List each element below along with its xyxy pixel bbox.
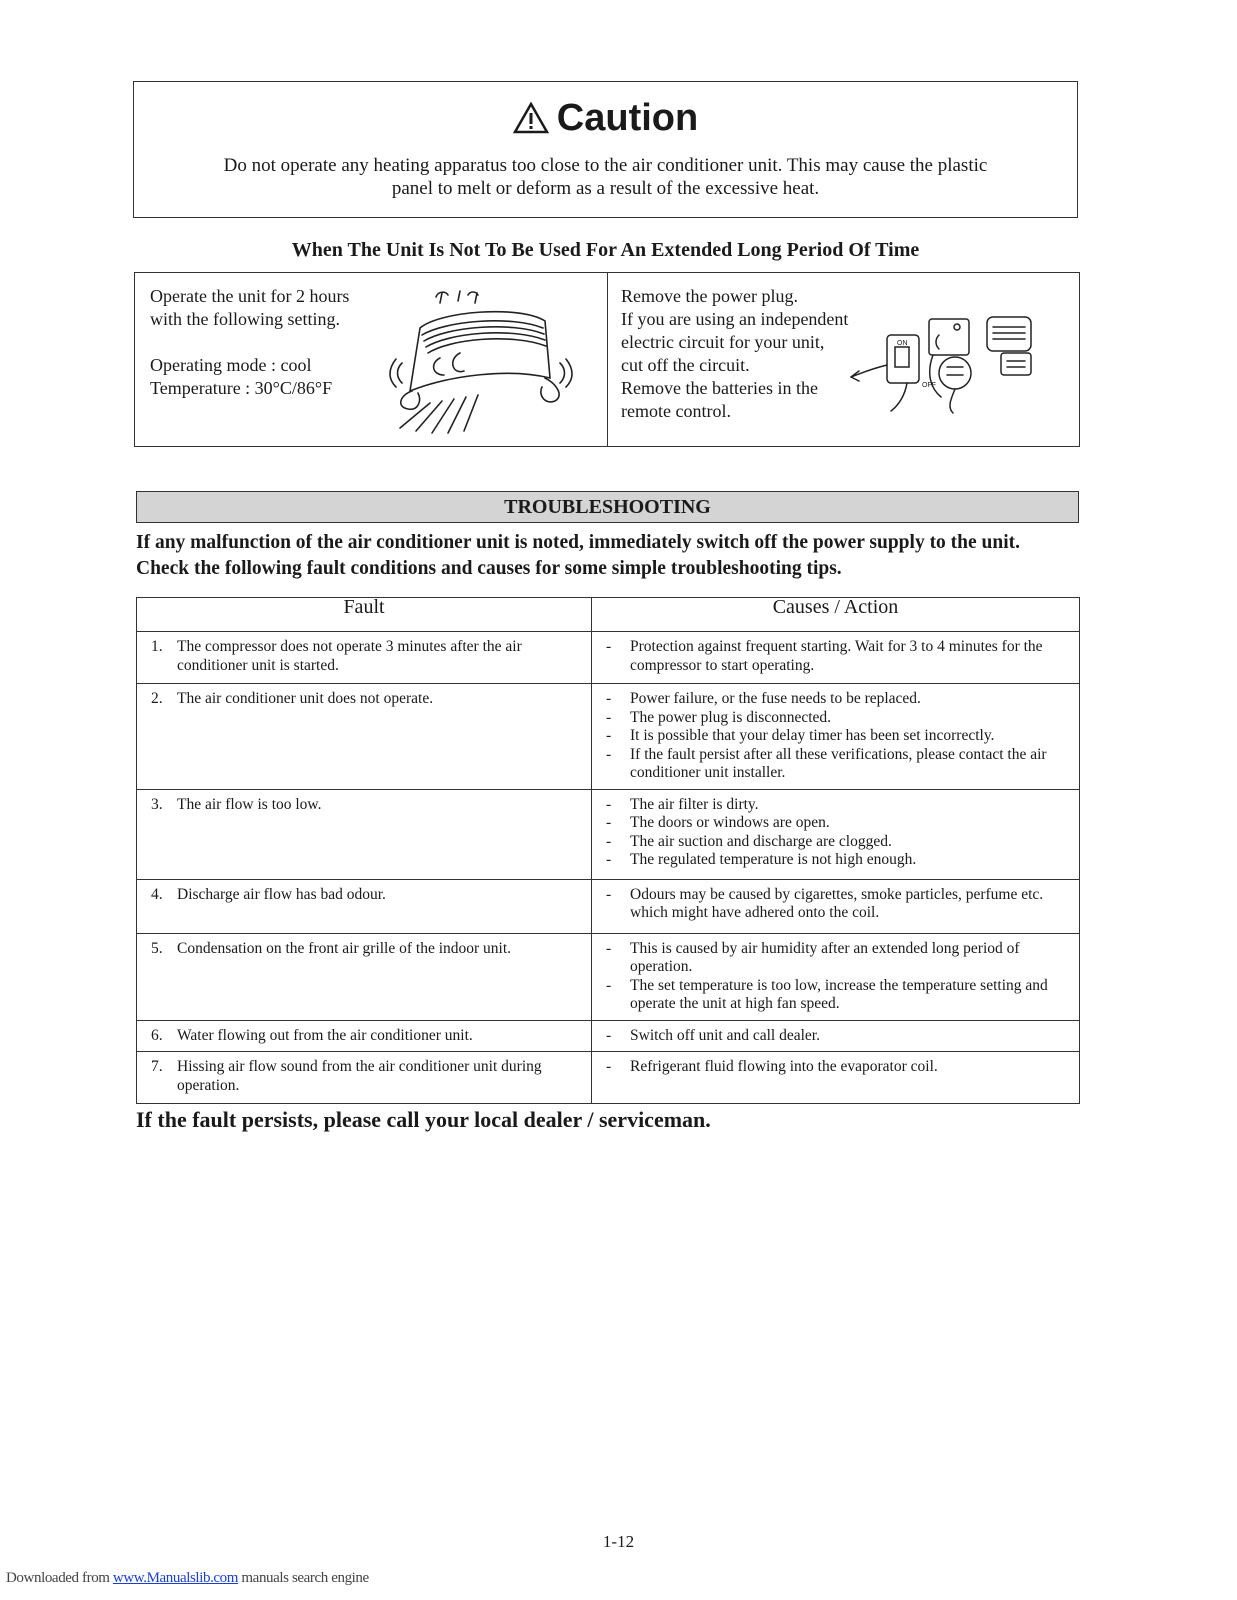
action-text: The doors or windows are open.: [630, 814, 830, 831]
action-item: - If the fault persist after all these verifications, please contact the air conditioner unit installer.: [606, 746, 1069, 783]
footer-suffix: manuals search engine: [238, 1570, 369, 1586]
action-cell: [592, 879, 1080, 933]
action-text: The regulated temperature is not high enough.: [630, 851, 917, 868]
right-line: Remove the batteries in the: [621, 378, 818, 398]
troubleshooting-intro: [136, 530, 1096, 582]
unused-right-text: [621, 285, 871, 423]
caution-line-1: Do not operate any heating apparatus too close to the air conditioner unit. This may cause the plastic: [223, 155, 988, 176]
action-text: The air suction and discharge are clogged.: [630, 832, 892, 850]
table-header-row: [137, 598, 1080, 632]
action-cell: [592, 632, 1080, 684]
fault-table-body: [137, 632, 1080, 1104]
setting-line: Operating mode : cool: [150, 355, 312, 375]
action-item: - It is possible that your delay timer has been set incorrectly.: [606, 727, 995, 744]
fault-text: Condensation on the front air grille of the indoor unit.: [177, 939, 512, 957]
action-cell: [592, 789, 1080, 879]
action-item: - The regulated temperature is not high enough.: [606, 851, 917, 868]
table-row: [137, 1020, 1080, 1052]
action-text: The air filter is dirty.: [630, 795, 759, 813]
caution-title: [134, 96, 1077, 140]
table-row: [137, 933, 1080, 1020]
fault-cell: [137, 1020, 592, 1052]
action-text: It is possible that your delay timer has been set incorrectly.: [630, 727, 995, 744]
caution-line-2: panel to melt or deform as a result of the excessive heat.: [391, 178, 820, 199]
download-footer: [6, 1570, 369, 1587]
fault-number: 3.: [151, 795, 163, 813]
table-row: [137, 879, 1080, 933]
action-item: - The power plug is disconnected.: [606, 708, 832, 726]
action-cell: [592, 1052, 1080, 1104]
action-text: Protection against frequent starting. Wait for 3 to 4 minutes for the compressor to start operating.: [630, 638, 1043, 674]
action-item: - The doors or windows are open.: [606, 814, 830, 831]
air-conditioner-illustration: [360, 283, 580, 438]
action-item: - Power failure, or the fuse needs to be replaced.: [606, 690, 921, 707]
fault-number: 6.: [151, 1026, 163, 1044]
fault-cell: [137, 684, 592, 790]
switch-off-label: OFF: [922, 382, 936, 389]
footer-prefix: Downloaded from: [6, 1570, 113, 1586]
fault-text: Discharge air flow has bad odour.: [177, 885, 386, 903]
right-line: cut off the circuit.: [621, 355, 750, 375]
fault-text: The compressor does not operate 3 minutes after the air conditioner unit is started.: [177, 638, 522, 674]
action-text: The power plug is disconnected.: [630, 708, 832, 726]
action-cell: [592, 684, 1080, 790]
action-item: - The air suction and discharge are clogged.: [606, 832, 892, 850]
fault-number: 4.: [151, 885, 163, 903]
fault-cell: [137, 933, 592, 1020]
unused-table: [134, 272, 1080, 447]
fault-number: 2.: [151, 690, 163, 707]
left-line: Operate the unit for 2 hours: [150, 286, 350, 306]
setting-line: Temperature : 30°C/86°F: [150, 378, 333, 398]
warning-triangle-icon: [513, 102, 549, 134]
page-number: 1-12: [602, 1532, 635, 1551]
fault-number: 7.: [151, 1058, 163, 1075]
action-item: - Odours may be caused by cigarettes, smoke particles, perfume etc. which might have adhered onto the coil.: [606, 886, 1069, 923]
switch-on-label: ON: [897, 340, 908, 347]
column-header-fault: Fault: [137, 598, 592, 632]
action-text: Switch off unit and call dealer.: [630, 1026, 820, 1044]
fault-cell: [137, 879, 592, 933]
action-item: - The set temperature is too low, increase the temperature setting and operate the unit at high fan speed.: [606, 977, 1069, 1014]
closing-note: If the fault persists, please call your local dealer / serviceman.: [136, 1107, 711, 1132]
right-line: If you are using an independent: [621, 309, 849, 329]
left-line: with the following setting.: [150, 309, 340, 329]
action-text: The set temperature is too low, increase the temperature setting and operate the unit at high fan speed.: [630, 976, 1048, 1012]
column-header-action: Causes / Action: [592, 598, 1080, 632]
fault-cell: [137, 789, 592, 879]
fault-text: The air flow is too low.: [177, 795, 322, 813]
unused-left-text: [150, 285, 380, 400]
right-line: Remove the power plug.: [621, 286, 798, 306]
action-text: If the fault persist after all these verifications, please contact the air conditioner unit installer.: [630, 745, 1047, 781]
action-item: - Refrigerant fluid flowing into the evaporator coil.: [606, 1058, 938, 1075]
caution-title-text: Caution: [556, 97, 699, 139]
column-divider: [607, 273, 608, 446]
unused-heading: When The Unit Is Not To Be Used For An Extended Long Period Of Time: [291, 239, 920, 261]
fault-cell: [137, 632, 592, 684]
fault-number: 5.: [151, 939, 163, 957]
action-text: Odours may be caused by cigarettes, smoke particles, perfume etc. which might have adhered onto the coil.: [630, 885, 1044, 921]
power-plug-illustration: [847, 315, 1047, 415]
table-row: [137, 684, 1080, 790]
fault-number: 1.: [151, 638, 163, 655]
intro-line-1: If any malfunction of the air conditioner unit is noted, immediately switch off the power supply to the unit.: [136, 532, 1021, 553]
action-text: This is caused by air humidity after an extended long period of operation.: [630, 939, 1020, 975]
fault-text: Hissing air flow sound from the air conditioner unit during operation.: [177, 1058, 542, 1094]
fault-text: Water flowing out from the air conditioner unit.: [177, 1026, 473, 1044]
fault-cell: [137, 1052, 592, 1104]
caution-box: [133, 81, 1078, 218]
caution-text: [194, 154, 1017, 200]
table-row: [137, 1052, 1080, 1104]
action-item: - Switch off unit and call dealer.: [606, 1026, 820, 1044]
right-line: electric circuit for your unit,: [621, 332, 825, 352]
table-row: [137, 632, 1080, 684]
table-row: [137, 789, 1080, 879]
manualslib-link[interactable]: www.Manualslib.com: [112, 1570, 239, 1586]
action-cell: [592, 1020, 1080, 1052]
action-item: - The air filter is dirty.: [606, 795, 759, 813]
troubleshooting-header: TROUBLESHOOTING: [136, 491, 1079, 523]
action-item: - This is caused by air humidity after an extended long period of operation.: [606, 940, 1069, 977]
action-text: Refrigerant fluid flowing into the evaporator coil.: [630, 1058, 938, 1075]
action-text: Power failure, or the fuse needs to be replaced.: [630, 690, 921, 707]
action-cell: [592, 933, 1080, 1020]
action-item: - Protection against frequent starting. Wait for 3 to 4 minutes for the compressor to start operating.: [606, 638, 1069, 675]
right-line: remote control.: [621, 401, 731, 421]
fault-text: The air conditioner unit does not operate.: [177, 690, 434, 707]
fault-table: [136, 597, 1080, 1104]
intro-line-2: Check the following fault conditions and causes for some simple troubleshooting tips.: [136, 558, 842, 579]
